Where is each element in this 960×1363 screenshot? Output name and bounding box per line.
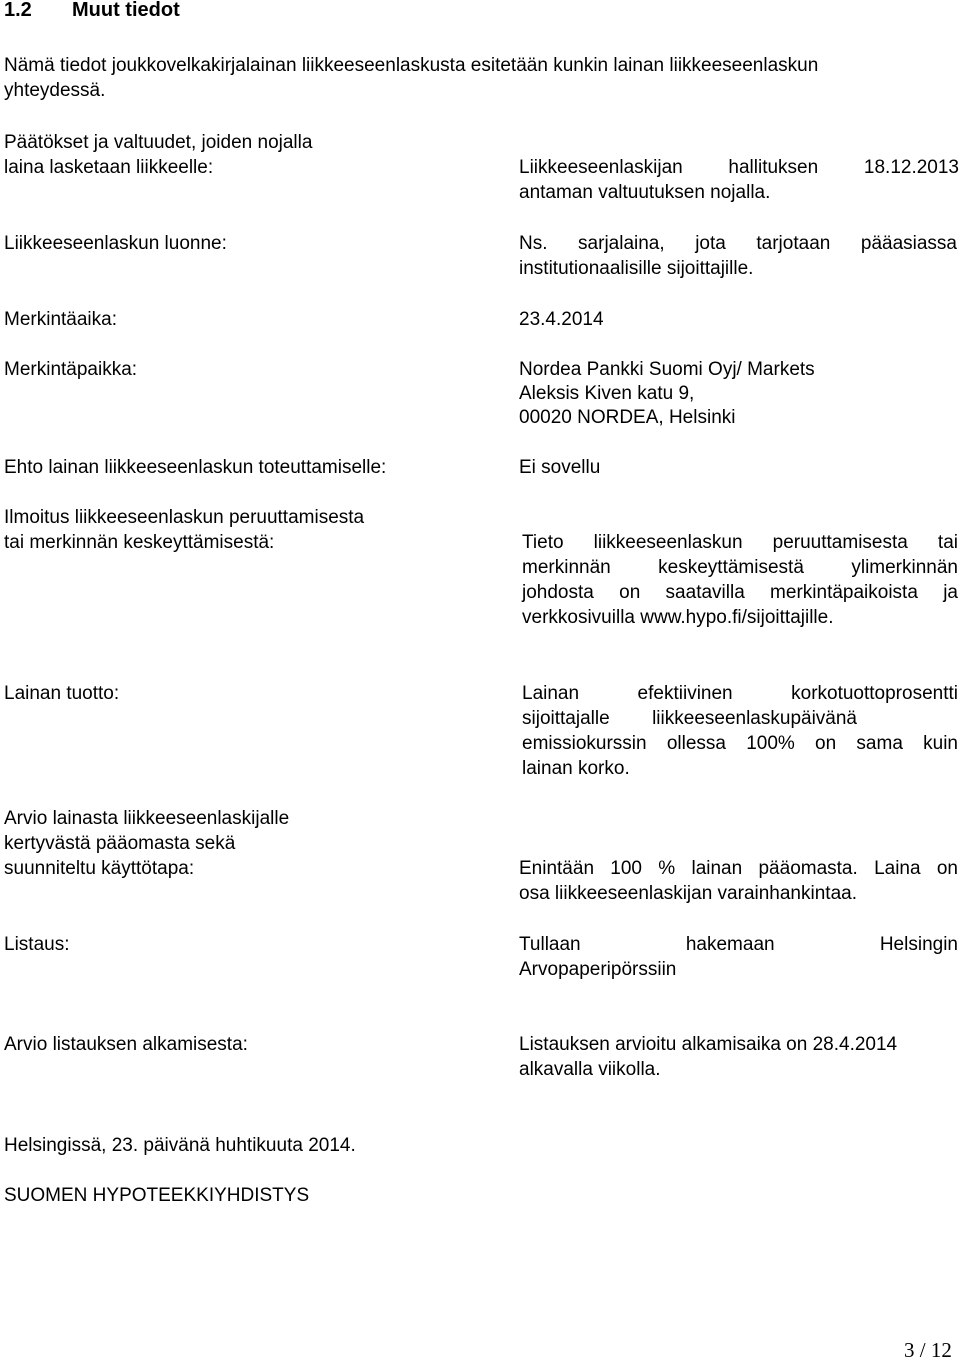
subscription-time-value: 23.4.2014 [519,309,604,330]
nature-value-line-2: institutionaalisille sijoittajille. [519,258,754,279]
place-and-date: Helsingissä, 23. päivänä huhtikuuta 2014. [4,1135,356,1156]
listing-start-value-line-1: Listauksen arvioitu alkamisaika on 28.4.2014 [519,1034,898,1055]
listing-value-line-2: Arvopaperipörssiin [519,959,677,980]
yield-value-line-4: lainan korko. [522,758,630,779]
yield-value-line-1: Lainan efektiivinen korkotuottoprosentti [522,683,958,704]
listing-value-line-1: Tullaan hakemaan Helsingin [519,934,958,955]
listing-label: Listaus: [4,934,70,955]
yield-value-line-2: sijoittajalle liikkeeseenlaskupäivänä [522,708,857,729]
cancellation-value-line-2: merkinnän keskeyttämisestä ylimerkinnän [522,557,958,578]
nature-label: Liikkeeseenlaskun luonne: [4,233,227,254]
section-number: 1.2 [4,0,32,21]
listing-start-value-line-2: alkavalla viikolla. [519,1059,661,1080]
subscription-place-value-line-3: 00020 NORDEA, Helsinki [519,407,736,428]
subscription-place-value-line-1: Nordea Pankki Suomi Oyj/ Markets [519,359,815,380]
principal-value-line-1: Enintään 100 % lainan pääomasta. Laina on [519,858,958,879]
decisions-label-line-2: laina lasketaan liikkeelle: [4,157,214,178]
principal-label-line-3: suunniteltu käyttötapa: [4,858,195,879]
subscription-place-label: Merkintäpaikka: [4,359,138,380]
issuer-name: SUOMEN HYPOTEEKKIYHDISTYS [4,1185,310,1206]
nature-value-line-1: Ns. sarjalaina, jota tarjotaan pääasiassa [519,233,957,254]
condition-label: Ehto lainan liikkeeseenlaskun toteuttamiselle: [4,457,387,478]
cancellation-label-line-1: Ilmoitus liikkeeseenlaskun peruuttamisesta [4,507,365,528]
condition-value: Ei sovellu [519,457,601,478]
page-number: 3 / 12 [904,1338,952,1362]
decisions-value-line-2: antaman valtuutuksen nojalla. [519,182,771,203]
principal-label-line-2: kertyvästä pääomasta sekä [4,833,236,854]
cancellation-label-line-2: tai merkinnän keskeyttämisestä: [4,532,275,553]
subscription-time-label: Merkintäaika: [4,309,117,330]
cancellation-value-line-1: Tieto liikkeeseenlaskun peruuttamisesta tai [522,532,958,553]
principal-value-line-2: osa liikkeeseenlaskijan varainhankintaa. [519,883,857,904]
principal-label-line-1: Arvio lainasta liikkeeseenlaskijalle [4,808,290,829]
cancellation-value-line-4: verkkosivuilla www.hypo.fi/sijoittajille. [522,607,834,628]
intro-line-1: Nämä tiedot joukkovelkakirjalainan liikkeeseenlaskusta esitetään kunkin lainan liikkeeseenlaskun [4,55,819,76]
decisions-label-line-1: Päätökset ja valtuudet, joiden nojalla [4,132,313,153]
section-title: Muut tiedot [72,0,180,21]
yield-label: Lainan tuotto: [4,683,120,704]
listing-start-label: Arvio listauksen alkamisesta: [4,1034,248,1055]
decisions-value-line-1: Liikkeeseenlaskijan hallituksen 18.12.2013 [519,157,959,178]
cancellation-value-line-3: johdosta on saatavilla merkintäpaikoista ja [522,582,958,603]
yield-value-line-3: emissiokurssin ollessa 100% on sama kuin [522,733,958,754]
subscription-place-value-line-2: Aleksis Kiven katu 9, [519,383,695,404]
intro-line-2: yhteydessä. [4,80,106,101]
